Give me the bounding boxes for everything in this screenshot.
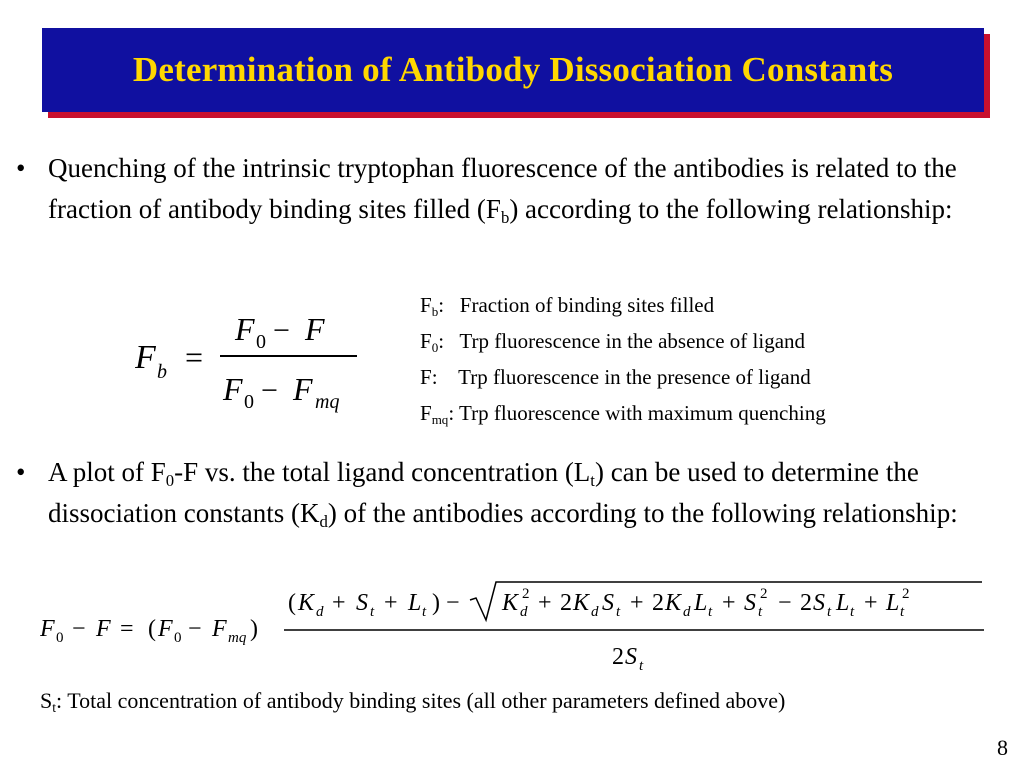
svg-text:): ) xyxy=(250,616,258,642)
svg-text:K: K xyxy=(665,590,682,616)
svg-text:−: − xyxy=(273,314,290,347)
legend-item: F: Trp fluorescence in the presence of ligand xyxy=(420,365,811,389)
svg-text:S: S xyxy=(744,590,756,616)
svg-text:2: 2 xyxy=(652,590,664,616)
svg-text:0: 0 xyxy=(174,630,182,646)
svg-text:0: 0 xyxy=(56,630,64,646)
bullet-2-text: A plot of $F_0-F$ vs. the total ligand concentration $(L_t)$ can be used to determine the dissociation constants $(K_d)$ of the antibodies according to the following relationship: xyxy=(48,457,958,532)
svg-text:−: − xyxy=(72,616,86,642)
svg-text:S: S xyxy=(602,590,614,616)
svg-text:t: t xyxy=(422,604,427,620)
svg-text:d: d xyxy=(591,604,599,620)
bullet-marker: • xyxy=(16,457,26,487)
svg-text:L: L xyxy=(886,590,900,616)
svg-text:+: + xyxy=(864,590,878,616)
bullet-marker: • xyxy=(16,153,26,183)
svg-text:d: d xyxy=(520,604,528,620)
svg-text:F: F xyxy=(96,616,111,642)
svg-text:t: t xyxy=(639,658,644,674)
svg-text:−: − xyxy=(188,616,202,642)
svg-text:mq: mq xyxy=(228,630,247,646)
svg-text:F: F xyxy=(305,311,325,347)
svg-text:+: + xyxy=(332,590,346,616)
svg-text:t: t xyxy=(827,604,832,620)
svg-text:K: K xyxy=(573,590,590,616)
page-number: 8 xyxy=(997,735,1008,760)
footnote: $S_t$: Total concentration of antibody binding sites (all other parameters defined above) xyxy=(40,688,786,716)
svg-text:S: S xyxy=(625,644,637,670)
svg-text:2: 2 xyxy=(760,586,768,602)
svg-text:0: 0 xyxy=(256,331,266,353)
svg-text:0: 0 xyxy=(244,391,254,413)
fraction-bound-formula xyxy=(135,308,375,420)
svg-text:F: F xyxy=(235,311,255,347)
svg-text:t: t xyxy=(900,604,905,620)
svg-text:t: t xyxy=(616,604,621,620)
svg-text:+: + xyxy=(722,590,736,616)
svg-text:F: F xyxy=(212,616,227,642)
svg-text:−: − xyxy=(778,590,792,616)
variable-legend xyxy=(420,287,826,431)
dissociation-constant-formula xyxy=(40,578,1000,678)
svg-text:2: 2 xyxy=(800,590,812,616)
svg-text:t: t xyxy=(758,604,763,620)
svg-text:L: L xyxy=(694,590,708,616)
svg-text:+: + xyxy=(384,590,398,616)
svg-text:F: F xyxy=(135,339,156,376)
svg-text:t: t xyxy=(708,604,713,620)
svg-text:(: ( xyxy=(148,616,156,642)
svg-text:t: t xyxy=(850,604,855,620)
svg-text:−: − xyxy=(446,590,460,616)
svg-text:2: 2 xyxy=(612,644,624,670)
svg-text:2: 2 xyxy=(902,586,910,602)
svg-text:−: − xyxy=(261,374,278,407)
svg-text:L: L xyxy=(836,590,850,616)
svg-text:=: = xyxy=(185,339,204,375)
svg-text:S: S xyxy=(356,590,368,616)
slide-title: Determination of Antibody Dissociation Constants xyxy=(132,50,894,89)
svg-text:F: F xyxy=(293,371,313,407)
legend-item: $F_{mq}$: Trp fluorescence with maximum quenching xyxy=(420,401,826,427)
bullet-1-text: Quenching of the intrinsic tryptophan fluorescence of the antibodies is related to the fraction of antibody binding sites filled $(F_b)$ according to the following relationship: xyxy=(48,153,957,228)
svg-text:): ) xyxy=(432,590,440,616)
svg-text:F: F xyxy=(158,616,173,642)
legend-item: $F_0$: Trp fluorescence in the absence of ligand xyxy=(420,329,806,355)
svg-text:F: F xyxy=(223,371,243,407)
svg-text:mq: mq xyxy=(315,391,340,413)
svg-text:=: = xyxy=(120,616,134,642)
svg-text:+: + xyxy=(538,590,552,616)
svg-text:+: + xyxy=(630,590,644,616)
svg-text:t: t xyxy=(370,604,375,620)
svg-text:L: L xyxy=(408,590,422,616)
svg-text:b: b xyxy=(157,361,167,383)
svg-text:F: F xyxy=(40,616,55,642)
svg-text:d: d xyxy=(316,604,324,620)
svg-text:2: 2 xyxy=(522,586,530,602)
legend-item: $F_b$: Fraction of binding sites filled xyxy=(420,293,715,319)
svg-text:S: S xyxy=(813,590,825,616)
svg-text:2: 2 xyxy=(560,590,572,616)
svg-text:d: d xyxy=(683,604,691,620)
svg-text:K: K xyxy=(502,590,519,616)
title-banner xyxy=(42,28,984,112)
svg-text:(: ( xyxy=(288,590,296,616)
svg-text:K: K xyxy=(298,590,315,616)
